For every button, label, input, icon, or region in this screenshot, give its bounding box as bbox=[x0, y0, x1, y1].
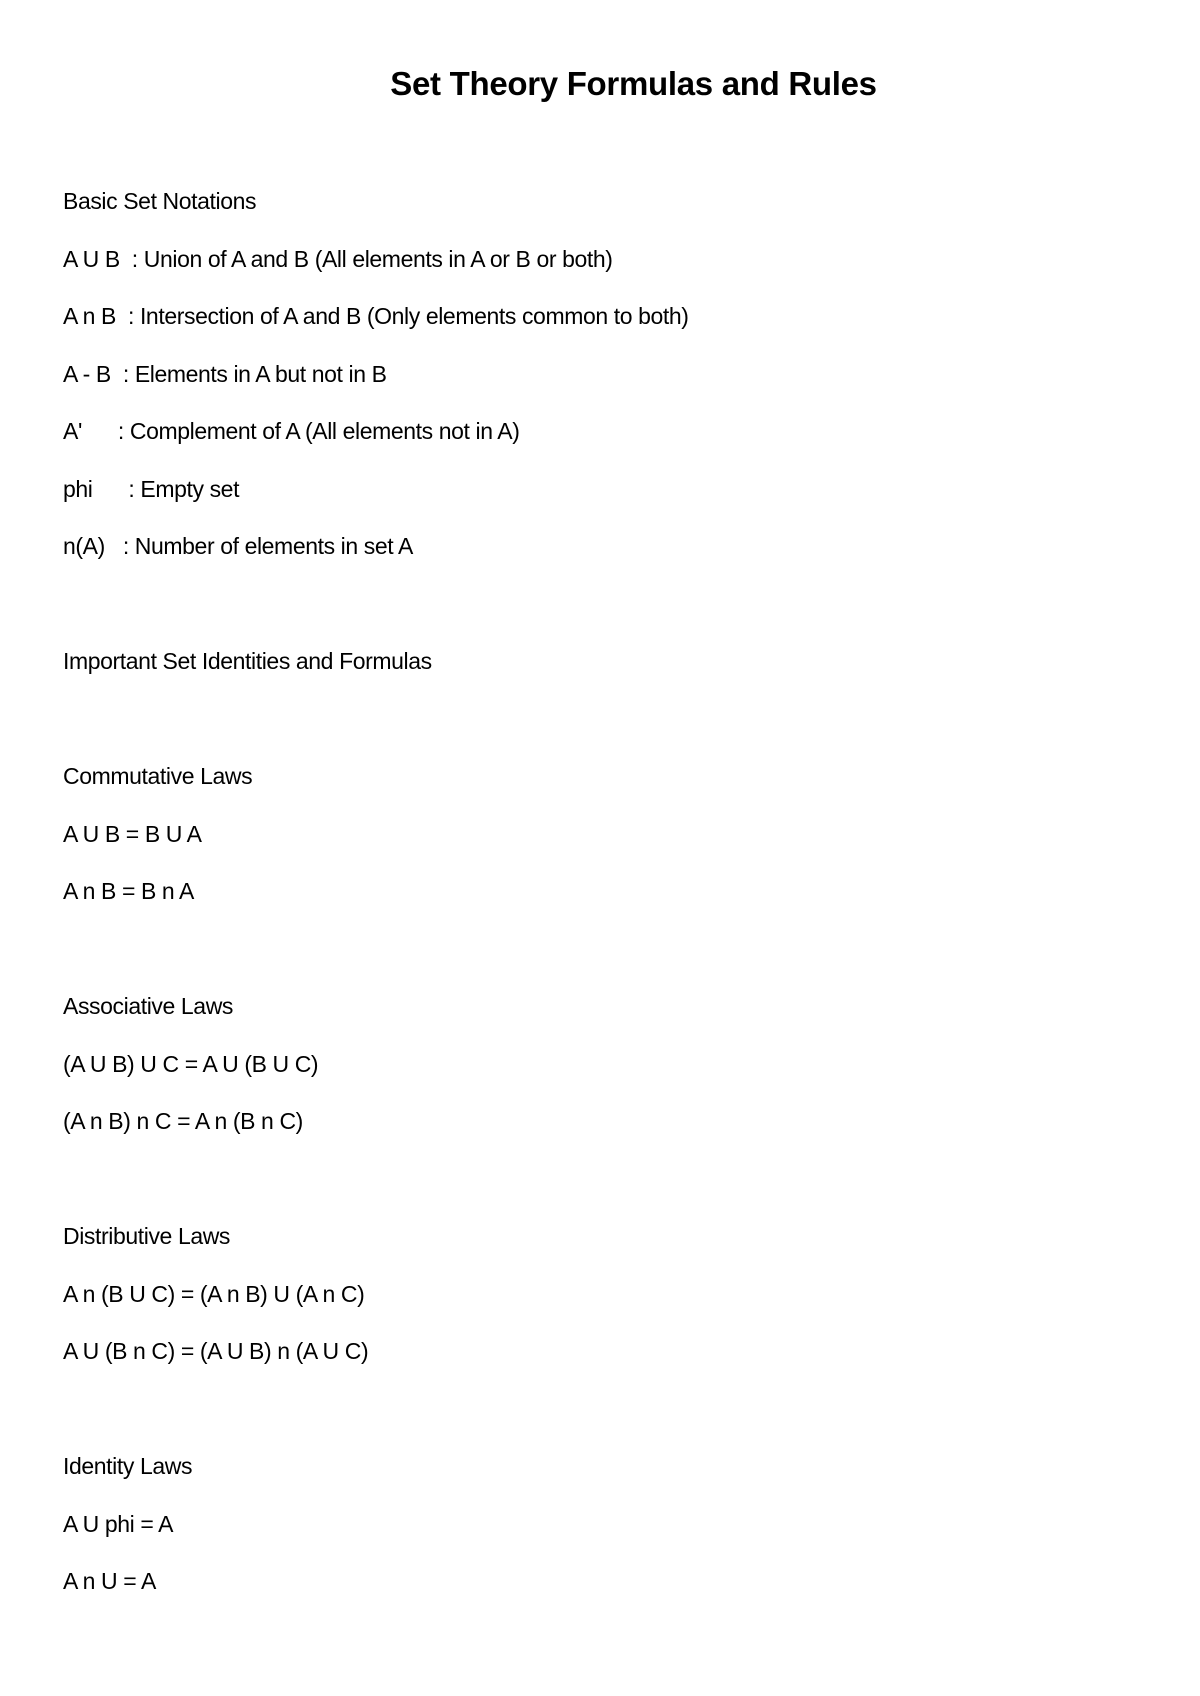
formula-identity-intersection: A n U = A bbox=[63, 1568, 156, 1594]
formula-distributive-union: A U (B n C) = (A U B) n (A U C) bbox=[63, 1338, 369, 1364]
subheading-distributive-laws: Distributive Laws bbox=[63, 1223, 231, 1249]
notation-empty-set: phi : Empty set bbox=[63, 476, 240, 502]
subheading-identity-laws: Identity Laws bbox=[63, 1453, 193, 1479]
section-heading-basic-set-notations: Basic Set Notations bbox=[63, 188, 257, 214]
formula-distributive-intersection: A n (B U C) = (A n B) U (A n C) bbox=[63, 1281, 365, 1307]
formula-commutative-intersection: A n B = B n A bbox=[63, 878, 194, 904]
notation-cardinality: n(A) : Number of elements in set A bbox=[63, 533, 413, 559]
formula-associative-intersection: (A n B) n C = A n (B n C) bbox=[63, 1108, 303, 1134]
formula-commutative-union: A U B = B U A bbox=[63, 821, 202, 847]
page-title: Set Theory Formulas and Rules bbox=[390, 65, 877, 102]
notation-complement: A' : Complement of A (All elements not in A) bbox=[63, 418, 520, 444]
formula-identity-union: A U phi = A bbox=[63, 1511, 174, 1537]
subheading-commutative-laws: Commutative Laws bbox=[63, 763, 253, 789]
notation-difference: A - B : Elements in A but not in B bbox=[63, 361, 387, 387]
notation-intersection: A n B : Intersection of A and B (Only elements common to both) bbox=[63, 303, 689, 329]
subheading-associative-laws: Associative Laws bbox=[63, 993, 234, 1019]
section-heading-identities-formulas: Important Set Identities and Formulas bbox=[63, 648, 432, 674]
formula-associative-union: (A U B) U C = A U (B U C) bbox=[63, 1051, 319, 1077]
notation-union: A U B : Union of A and B (All elements in A or B or both) bbox=[63, 246, 613, 272]
